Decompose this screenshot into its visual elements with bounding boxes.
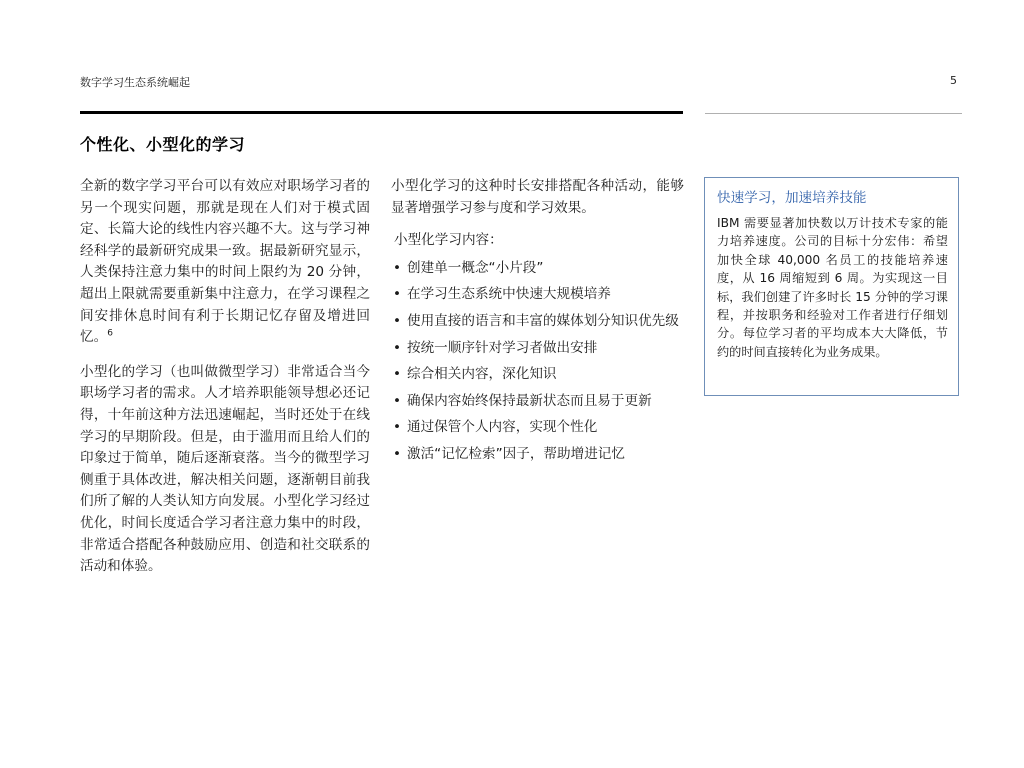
paragraph-intro: 小型化学习的这种时长安排搭配各种活动，能够显著增强学习参与度和学习效果。 (391, 178, 684, 216)
paragraph-microlearning: 小型化的学习（也叫做微型学习）非常适合当今职场学习者的需求。人才培养职能领导想必还记得，十年前这种方法迅速崛起，当时还处于在线学习的早期阶段。但是，由于滥用而且给人们的印象过于简单，随后逐渐衰落。当今的微型学习侧重于具体改进，解决相关问题，逐渐朝目前我们所了解的人类认知方向发展。小型化学习经过优化，时间长度适合学习者注意力集中的时段，非常适合搭配各种鼓励应用、创造和社交联系的活动和体验。 (80, 363, 370, 575)
bullet-icon: • (393, 392, 402, 409)
page-number: 5 (950, 74, 957, 87)
bullet-icon: • (393, 366, 402, 383)
list-item: • 按统一顺序针对学习者做出安排 (391, 338, 684, 360)
case-study-sidebar (704, 177, 959, 396)
bullet-icon: • (393, 259, 402, 276)
section-title: 个性化、小型化的学习 (80, 135, 246, 154)
bullet-icon: • (393, 419, 402, 436)
list-item: • 创建单一概念“小片段” (391, 258, 684, 280)
bullet-icon: • (393, 286, 402, 303)
list-item: • 通过保管个人内容，实现个性化 (391, 417, 684, 439)
paragraph-attention-span (80, 176, 370, 349)
content-list (391, 258, 684, 466)
body-column-1 (80, 176, 370, 578)
sidebar-rule (705, 113, 962, 114)
bullet-icon: • (393, 339, 402, 356)
footnote-marker: 6 (107, 328, 113, 339)
running-title: 数字学习生态系统崛起 (80, 76, 190, 89)
bullet-icon: • (393, 312, 402, 329)
list-subheading: 小型化学习内容： (394, 232, 503, 249)
list-item: • 在学习生态系统中快速大规模培养 (391, 284, 684, 306)
list-item: • 使用直接的语言和丰富的媒体划分知识优先级 (391, 311, 684, 333)
sidebar-body: IBM 需要显著加快数以万计技术专家的能力培养速度。公司的目标十分宏伟：希望加快全球 40,000 名员工的技能培养速度，从 16 周缩短到 6 周。为实现这一目标，我们创建了许多时长 15 分钟的学习课程，并按职务和经验对工作者进行仔细划分。每位学习者的平均成本大大降低，节约的时间直接转化为业务成果。 (717, 216, 948, 359)
bullet-icon: • (393, 445, 402, 462)
header-rule (80, 111, 683, 114)
list-item: • 综合相关内容，深化知识 (391, 364, 684, 386)
paragraph-text: 全新的数字学习平台可以有效应对职场学习者的另一个现实问题，那就是现在人们对于模式固定、长篇大论的线性内容兴趣不大。这与学习神经科学的最新研究成果一致。据最新研究显示，人类保持注意力集中的时间上限约为 20 分钟，超出上限就需要重新集中注意力，在学习课程之间安排休息时间有利于长期记忆存留及增进回忆。 (80, 178, 370, 346)
sidebar-title: 快速学习，加速培养技能 (717, 190, 867, 206)
body-column-2 (391, 176, 684, 471)
list-item: • 确保内容始终保持最新状态而且易于更新 (391, 391, 684, 413)
list-item: • 激活“记忆检索”因子，帮助增进记忆 (391, 444, 684, 466)
